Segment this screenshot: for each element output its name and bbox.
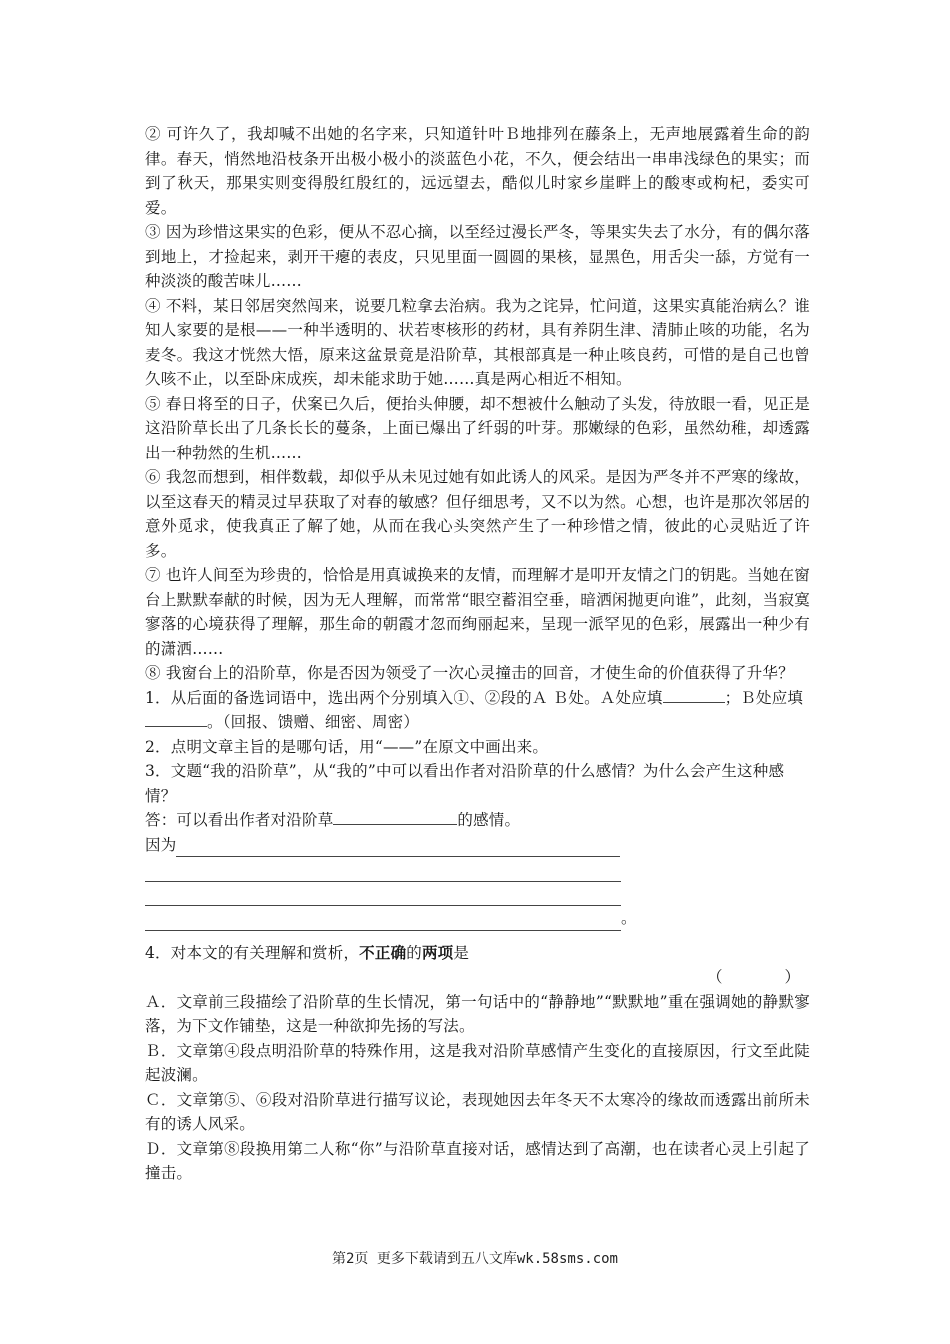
question-1	[145, 686, 810, 735]
page-footer: 第2页 更多下载请到五八文库wk.58sms.com	[331, 1251, 618, 1267]
option-c: Ｃ．文章第⑤、⑥段对沿阶草进行描写议论，表现她因去年冬天不太寒冷的缘故而透露出前所未有的诱人风采。	[145, 1090, 810, 1133]
answer-blank-b[interactable]	[145, 710, 207, 727]
paragraph-4: ④ 不料，某日邻居突然闯来，说要几粒拿去治病。我为之诧异，忙问道，这果实真能治病么？谁知人家要的是根——一种半透明的、状若枣核形的药材，具有养阴生津、清肺止咳的功能，名为麦冬。我这才恍然大悟，原来这盆景竟是沿阶草，其根部真是一种止咳良药，可惜的是自己也曾久咳不止，以至卧床成疾，却未能求助于她……真是两心相近不相知。	[145, 296, 810, 388]
paragraph-5: ⑤ 春日将至的日子，伏案已久后，便抬头伸腰，却不想被什么触动了头发，待放眼一看，见正是这沿阶草长出了几条长长的蔓条，上面已爆出了纤弱的叶芽。那嫩绿的色彩，虽然幼稚，却透露出一种勃然的生机……	[145, 394, 810, 462]
answer-line-4[interactable]	[145, 906, 621, 931]
option-b: Ｂ．文章第④段点明沿阶草的特殊作用，这是我对沿阶草感情产生变化的直接原因，行文至此陡起波澜。	[145, 1041, 810, 1084]
answer-line-3[interactable]	[145, 882, 621, 907]
answer-line-2[interactable]	[145, 857, 621, 882]
answer-suffix: 的感情。	[457, 811, 521, 829]
question-4-bold-1: 不正确	[359, 942, 407, 962]
document-body	[145, 122, 810, 1186]
answer-line-1[interactable]	[176, 833, 620, 858]
question-1-text-b: ；Ｂ处应填	[724, 688, 804, 707]
question-4-mid: 的	[406, 943, 422, 962]
answer-end-mark: 。	[621, 909, 637, 927]
question-4-prefix: 4．对本文的有关理解和赏析，	[145, 943, 360, 962]
because-label: 因为	[145, 835, 177, 854]
paragraph-6: ⑥ 我忽而想到，相伴数载，却似乎从未见过她有如此诱人的风采。是因为严冬并不严寒的缘故，以至这春天的精灵过早获取了对春的敏感？但仔细思考，又不以为然。心想，也许是那次邻居的意外觅求，使我真正了解了她，从而在我心头突然产生了一种珍惜之情，彼此的心灵贴近了许多。	[145, 468, 810, 560]
option-d: Ｄ．文章第⑧段换用第二人称“你”与沿阶草直接对话，感情达到了高潮，也在读者心灵上引起了撞击。	[145, 1139, 810, 1182]
question-4-bold-2: 两项	[421, 942, 454, 962]
option-a: Ａ．文章前三段描绘了沿阶草的生长情况，第一句话中的“静静地”“默默地”重在强调她的静默寥落，为下文作铺垫，这是一种欲抑先扬的写法。	[145, 992, 810, 1035]
paragraph-8: ⑧ 我窗台上的沿阶草，你是否因为领受了一次心灵撞击的回音，才使生命的价值获得了升华？	[145, 664, 794, 682]
question-4	[145, 941, 810, 966]
question-1-text-a: 1．从后面的备选词语中，选出两个分别填入①、②段的Ａ Ｂ处。Ａ处应填	[145, 688, 663, 707]
paragraph-7: ⑦ 也许人间至为珍贵的，恰恰是用真诚换来的友情，而理解才是叩开友情之门的钥匙。当她在窗台上默默奉献的时候，因为无人理解，而常常“眼空蓄泪空垂，暗洒闲抛更向谁”，此刻，当寂寞寥落的心境获得了理解，那生命的朝霞才忽而绚丽起来，呈现一派罕见的色彩，展露出一种少有的潇洒……	[145, 566, 810, 658]
paragraph-2: ② 可许久了，我却喊不出她的名字来，只知道针叶Ｂ地排列在藤条上，无声地展露着生命的韵律。春天，悄然地沿枝条开出极小极小的淡蓝色小花，不久，便会结出一串串浅绿色的果实；而到了秋天，那果实则变得殷红殷红的，远远望去，酷似儿时家乡崖畔上的酸枣或枸杞，委实可爱。	[145, 125, 810, 217]
answer-prefix: 答：可以看出作者对沿阶草	[145, 811, 334, 829]
question-3-answer	[145, 808, 810, 833]
paragraph-3: ③ 因为珍惜这果实的色彩，便从不忍心摘，以至经过漫长严冬，等果实失去了水分，有的偶尔落到地上，才捡起来，剥开干瘪的表皮，只见里面一圆圆的果核，显黑色，用舌尖一舔，方觉有一种淡淡的酸苦味儿……	[145, 223, 810, 290]
question-3: 3．文题“我的沿阶草”，从“我的”中可以看出作者对沿阶草的什么感情？为什么会产生这种感情？	[145, 762, 785, 805]
question-2: 2．点明文章主旨的是哪句话，用“——”在原文中画出来。	[145, 737, 549, 756]
question-1-text-c: 。（回报、馈赠、细密、周密）	[207, 713, 420, 731]
question-4-suffix: 是	[453, 943, 470, 962]
because-row	[145, 833, 810, 858]
answer-parentheses[interactable]: （ ）	[706, 968, 800, 986]
last-answer-row	[145, 906, 810, 931]
answer-blank-a[interactable]	[663, 686, 725, 703]
answer-blank-feeling[interactable]	[333, 808, 457, 825]
